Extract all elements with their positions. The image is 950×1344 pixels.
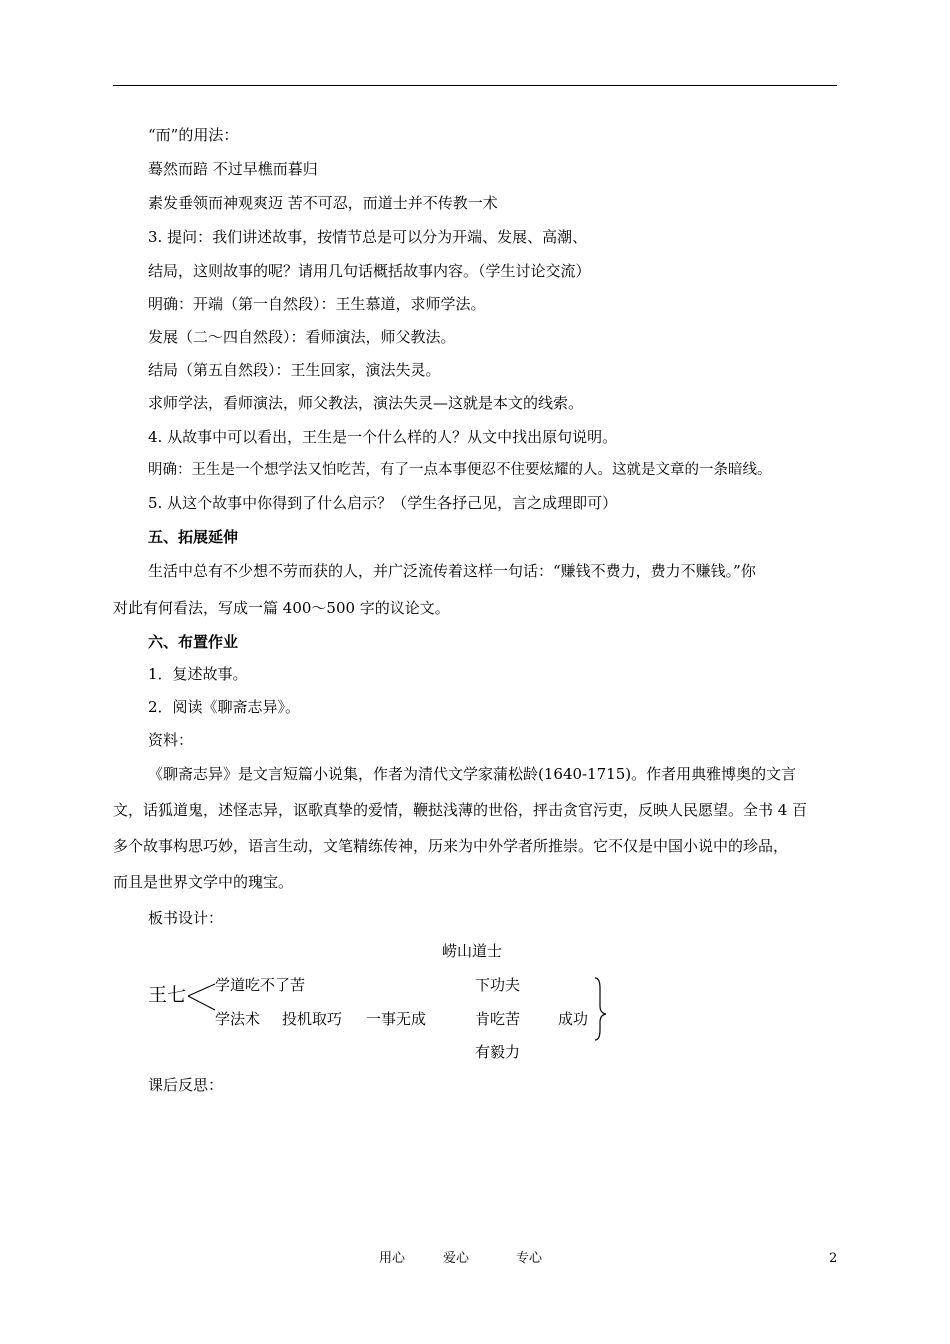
homework-item: 2．阅读《聊斋志异》。 (148, 698, 301, 716)
footer-text: 专心 (516, 1251, 543, 1266)
homework-item: 1．复述故事。 (148, 665, 248, 683)
footer-text: 爱心 (443, 1251, 470, 1266)
board-name: 王七 (148, 984, 187, 1006)
question-4: 4. 从故事中可以看出，王生是一个什么样的人？从文中找出原句说明。 (148, 428, 618, 446)
board-branch: 学法术 (215, 1010, 261, 1028)
text-line: 素发垂领而神观爽迈 苦不可忍，而道士并不传教一术 (148, 194, 498, 212)
text-line: 求师学法，看师演法，师父教法，演法失灵—这就是本文的线索。 (148, 394, 584, 412)
board-title: 崂山道士 (442, 942, 503, 960)
text-line: “而”的用法： (148, 126, 239, 144)
text-line: 明确：王生是一个想学法又怕吃苦，有了一点本事便忍不住要炫耀的人。这就是文章的一条暗线。 (148, 462, 772, 478)
paragraph-line: 多个故事构思巧妙，语言生动，文笔精练传神，历来为中外学者所推崇。它不仅是中国小说中的珍品， (113, 837, 789, 855)
text-line: 结局，这则故事的呢？请用几句话概括故事内容。（学生讨论交流） (148, 262, 591, 280)
board-branch: 投机取巧 (282, 1010, 343, 1028)
footer-text: 用心 (379, 1251, 406, 1266)
branch-line-lower (188, 996, 215, 1010)
section-heading-6: 六、布置作业 (148, 633, 239, 651)
paragraph-line: 文，话狐道鬼，述怪志异，讴歌真挚的爱情，鞭挞浅薄的世俗，抨击贪官污吏，反映人民愿望。全书 4 百 (113, 801, 808, 819)
text-line: 对此有何看法，写成一篇 400～500 字的议论文。 (113, 599, 450, 617)
board-branch: 学道吃不了苦 (215, 976, 306, 994)
page-number: 2 (829, 1251, 838, 1266)
text-line: 发展（二～四自然段）：看师演法，师父教法。 (148, 328, 456, 346)
text-line: 蓦然而踣 不过早樵而暮归 (148, 160, 318, 178)
text-line: 明确：开端（第一自然段）：王生慕道，求师学法。 (148, 295, 486, 313)
right-brace (595, 978, 606, 1040)
question-5: 5. 从这个故事中你得到了什么启示？（学生各抒己见，言之成理即可） (148, 494, 618, 512)
board-result: 成功 (558, 1010, 589, 1028)
board-right: 下功夫 (475, 976, 521, 994)
header-rule (113, 85, 837, 86)
paragraph-line: 《聊斋志异》是文言短篇小说集，作者为清代文学家蒲松龄(1640-1715)。作者用典雅博奥的文言 (148, 765, 797, 783)
after-class-reflection: 课后反思： (148, 1076, 224, 1094)
section-heading-5: 五、拓展延伸 (148, 528, 239, 546)
text-line: 生活中总有不少想不劳而获的人，并广泛流传着这样一句话：“赚钱不费力，费力不赚钱。”你 (148, 562, 756, 580)
text-line: 结局（第五自然段）：王生回家，演法失灵。 (148, 361, 441, 379)
question-3: 3. 提问：我们讲述故事，按情节总是可以分为开端、发展、高潮、 (148, 228, 588, 246)
board-right: 肯吃苦 (475, 1010, 521, 1028)
text-line: 资料： (148, 731, 194, 749)
board-branch: 一事无成 (366, 1010, 427, 1028)
text-line: 板书设计： (148, 909, 224, 927)
paragraph-line: 而且是世界文学中的瑰宝。 (113, 873, 294, 891)
branch-line-upper (188, 984, 215, 996)
board-right: 有毅力 (475, 1043, 521, 1061)
